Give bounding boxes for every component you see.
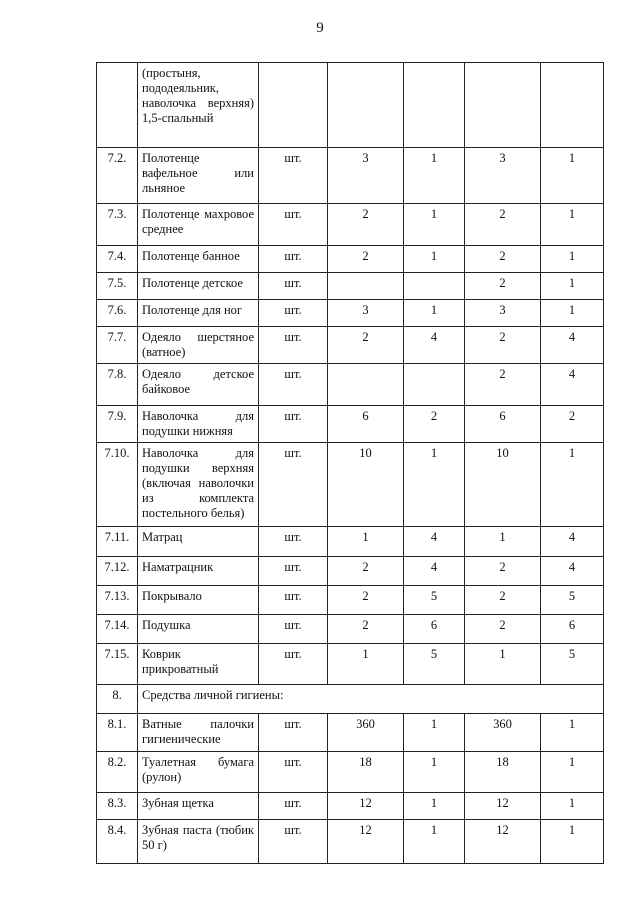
table-row	[97, 406, 604, 443]
value-col-3: 10	[465, 443, 541, 527]
table-row	[97, 714, 604, 752]
table-row	[97, 148, 604, 204]
table-row	[97, 527, 604, 557]
item-unit: шт.	[259, 300, 328, 327]
item-unit: шт.	[259, 527, 328, 557]
item-number: 8.4.	[97, 820, 138, 864]
value-col-1: 2	[328, 204, 404, 246]
item-number: 7.10.	[97, 443, 138, 527]
value-col-1	[328, 364, 404, 406]
value-col-1: 1	[328, 527, 404, 557]
table-row	[97, 557, 604, 586]
section-title: Средства личной гигиены:	[138, 685, 604, 714]
table-body	[97, 63, 604, 864]
item-name: Зубная паста (тюбик 50 г)	[138, 820, 259, 864]
value-col-3: 2	[465, 273, 541, 300]
value-col-2: 2	[404, 406, 465, 443]
value-col-3: 2	[465, 364, 541, 406]
table-row	[97, 273, 604, 300]
value-col-1: 12	[328, 793, 404, 820]
item-number: 7.7.	[97, 327, 138, 364]
item-name: Полотенце для ног	[138, 300, 259, 327]
table-row	[97, 204, 604, 246]
table-row	[97, 364, 604, 406]
item-name: Коврик прикроватный	[138, 644, 259, 685]
item-number: 7.2.	[97, 148, 138, 204]
value-col-2: 5	[404, 586, 465, 615]
item-unit: шт.	[259, 714, 328, 752]
value-col-1: 2	[328, 246, 404, 273]
item-name: Подушка	[138, 615, 259, 644]
item-number: 7.14.	[97, 615, 138, 644]
item-number: 7.6.	[97, 300, 138, 327]
value-col-1: 3	[328, 148, 404, 204]
value-col-3	[465, 63, 541, 148]
value-col-2: 1	[404, 820, 465, 864]
value-col-4: 4	[541, 527, 604, 557]
value-col-2	[404, 273, 465, 300]
value-col-1: 360	[328, 714, 404, 752]
value-col-4: 1	[541, 300, 604, 327]
value-col-4: 1	[541, 793, 604, 820]
value-col-4: 1	[541, 752, 604, 793]
item-name: (простыня, пододеяльник, наволочка верхняя) 1,5-спальный	[138, 63, 259, 148]
value-col-4	[541, 63, 604, 148]
item-unit: шт.	[259, 443, 328, 527]
value-col-3: 2	[465, 246, 541, 273]
value-col-2: 1	[404, 443, 465, 527]
value-col-2: 1	[404, 204, 465, 246]
item-unit: шт.	[259, 557, 328, 586]
value-col-4: 1	[541, 148, 604, 204]
value-col-4: 1	[541, 273, 604, 300]
item-number: 7.3.	[97, 204, 138, 246]
value-col-1: 12	[328, 820, 404, 864]
value-col-3: 2	[465, 586, 541, 615]
item-name: Зубная щетка	[138, 793, 259, 820]
item-unit: шт.	[259, 148, 328, 204]
item-unit: шт.	[259, 820, 328, 864]
value-col-2: 6	[404, 615, 465, 644]
value-col-4: 4	[541, 327, 604, 364]
item-number: 8.2.	[97, 752, 138, 793]
item-unit: шт.	[259, 644, 328, 685]
value-col-1: 18	[328, 752, 404, 793]
value-col-3: 6	[465, 406, 541, 443]
value-col-2: 1	[404, 793, 465, 820]
item-unit: шт.	[259, 793, 328, 820]
value-col-3: 2	[465, 557, 541, 586]
value-col-2: 1	[404, 714, 465, 752]
table-row	[97, 820, 604, 864]
value-col-1: 2	[328, 327, 404, 364]
item-number: 7.15.	[97, 644, 138, 685]
value-col-3: 12	[465, 820, 541, 864]
item-name: Наматрацник	[138, 557, 259, 586]
item-unit	[259, 63, 328, 148]
value-col-1: 10	[328, 443, 404, 527]
item-number: 8.	[97, 685, 138, 714]
table-row	[97, 443, 604, 527]
item-name: Полотенце детское	[138, 273, 259, 300]
table-row	[97, 246, 604, 273]
value-col-4: 5	[541, 644, 604, 685]
item-number: 7.13.	[97, 586, 138, 615]
value-col-1: 1	[328, 644, 404, 685]
value-col-3: 12	[465, 793, 541, 820]
value-col-3: 3	[465, 148, 541, 204]
value-col-3: 1	[465, 644, 541, 685]
value-col-2: 1	[404, 148, 465, 204]
item-unit: шт.	[259, 586, 328, 615]
section-row	[97, 685, 604, 714]
table-row	[97, 327, 604, 364]
item-name: Полотенце вафельное или льняное	[138, 148, 259, 204]
table-row	[97, 63, 604, 148]
item-unit: шт.	[259, 273, 328, 300]
value-col-2: 1	[404, 246, 465, 273]
table-row	[97, 644, 604, 685]
item-number: 7.9.	[97, 406, 138, 443]
value-col-4: 1	[541, 714, 604, 752]
table-row	[97, 752, 604, 793]
item-name: Одеяло шерстяное (ватное)	[138, 327, 259, 364]
item-name: Матрац	[138, 527, 259, 557]
table-row	[97, 793, 604, 820]
value-col-4: 2	[541, 406, 604, 443]
value-col-3: 360	[465, 714, 541, 752]
value-col-1: 2	[328, 615, 404, 644]
value-col-2: 4	[404, 527, 465, 557]
item-name: Полотенце банное	[138, 246, 259, 273]
item-number: 7.4.	[97, 246, 138, 273]
item-name: Наволочка для подушки верхняя (включая наволочки из комплекта постельного белья)	[138, 443, 259, 527]
table-row	[97, 300, 604, 327]
item-unit: шт.	[259, 364, 328, 406]
value-col-4: 6	[541, 615, 604, 644]
item-unit: шт.	[259, 406, 328, 443]
item-number: 8.1.	[97, 714, 138, 752]
value-col-3: 2	[465, 204, 541, 246]
value-col-4: 1	[541, 246, 604, 273]
item-name: Полотенце махровое среднее	[138, 204, 259, 246]
value-col-1	[328, 273, 404, 300]
value-col-3: 18	[465, 752, 541, 793]
item-number: 7.5.	[97, 273, 138, 300]
value-col-2	[404, 364, 465, 406]
value-col-3: 2	[465, 327, 541, 364]
item-unit: шт.	[259, 752, 328, 793]
value-col-2: 1	[404, 752, 465, 793]
value-col-1: 6	[328, 406, 404, 443]
value-col-4: 1	[541, 204, 604, 246]
value-col-2: 4	[404, 557, 465, 586]
value-col-3: 3	[465, 300, 541, 327]
value-col-3: 1	[465, 527, 541, 557]
page-number: 9	[316, 20, 324, 36]
item-name: Покрывало	[138, 586, 259, 615]
value-col-2: 4	[404, 327, 465, 364]
item-unit: шт.	[259, 246, 328, 273]
value-col-4: 1	[541, 443, 604, 527]
item-name: Туалетная бумага (рулон)	[138, 752, 259, 793]
item-name: Одеяло детское байковое	[138, 364, 259, 406]
value-col-4: 4	[541, 557, 604, 586]
value-col-1	[328, 63, 404, 148]
item-unit: шт.	[259, 327, 328, 364]
value-col-2: 5	[404, 644, 465, 685]
item-unit: шт.	[259, 204, 328, 246]
item-number	[97, 63, 138, 148]
value-col-2: 1	[404, 300, 465, 327]
item-name: Наволочка для подушки нижняя	[138, 406, 259, 443]
value-col-1: 3	[328, 300, 404, 327]
value-col-2	[404, 63, 465, 148]
item-number: 7.11.	[97, 527, 138, 557]
value-col-4: 5	[541, 586, 604, 615]
value-col-3: 2	[465, 615, 541, 644]
item-unit: шт.	[259, 615, 328, 644]
item-name: Ватные палочки гигиенические	[138, 714, 259, 752]
table-row	[97, 586, 604, 615]
value-col-1: 2	[328, 586, 404, 615]
value-col-4: 4	[541, 364, 604, 406]
supplies-table	[96, 62, 604, 864]
item-number: 8.3.	[97, 793, 138, 820]
item-number: 7.8.	[97, 364, 138, 406]
value-col-1: 2	[328, 557, 404, 586]
table-row	[97, 615, 604, 644]
item-number: 7.12.	[97, 557, 138, 586]
value-col-4: 1	[541, 820, 604, 864]
